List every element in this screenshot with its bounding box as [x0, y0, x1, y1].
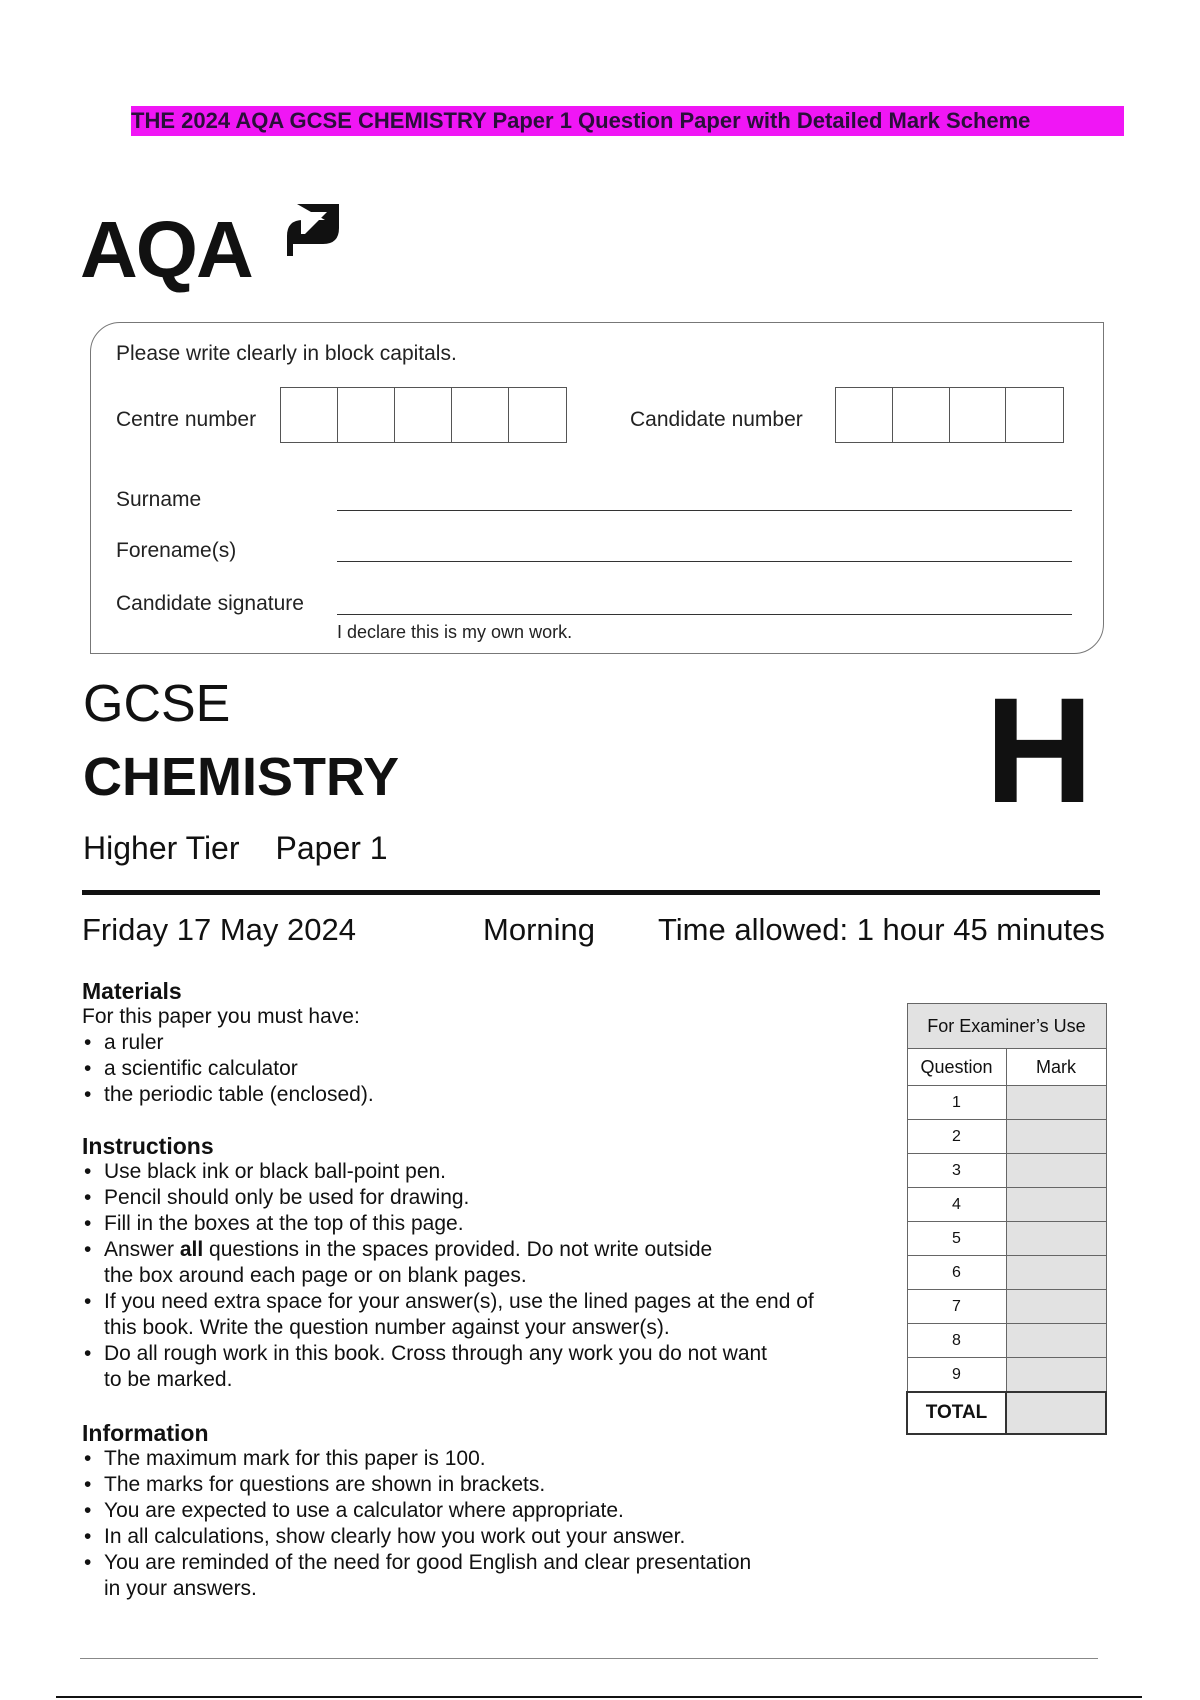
question-column-header: Question [907, 1049, 1006, 1086]
materials-intro: For this paper you must have: [82, 1005, 360, 1028]
centre-number-digit-box[interactable] [452, 388, 509, 442]
declaration-text: I declare this is my own work. [337, 622, 573, 642]
total-label: TOTAL [907, 1392, 1006, 1434]
forenames-label: Forename(s) [116, 539, 237, 562]
instructions-list [82, 1159, 902, 1393]
mark-cell [1006, 1358, 1106, 1393]
aqa-logo [80, 200, 345, 300]
time-allowed: Time allowed: 1 hour 45 minutes [658, 912, 1105, 947]
candidate-number-digit-box[interactable] [950, 388, 1007, 442]
list-item: • a scientific calculator [82, 1056, 882, 1082]
examiner-use-table [906, 1003, 1107, 1435]
total-row [907, 1392, 1106, 1434]
mark-cell [1006, 1188, 1106, 1222]
tier-paper-line [83, 832, 388, 864]
question-number: 7 [907, 1290, 1006, 1324]
tier-label: Higher Tier [83, 830, 240, 866]
title-banner: THE 2024 AQA GCSE CHEMISTRY Paper 1 Question Paper with Detailed Mark Scheme [131, 106, 1124, 136]
question-number: 2 [907, 1120, 1006, 1154]
mark-cell [1006, 1154, 1106, 1188]
list-item: • In all calculations, show clearly how you work out your answer. [82, 1524, 902, 1550]
block-capitals-instruction: Please write clearly in block capitals. [116, 342, 457, 365]
mark-cell [1006, 1222, 1106, 1256]
signature-label: Candidate signature [116, 592, 304, 615]
qualification-title: GCSE [83, 675, 231, 733]
mark-cell [1006, 1120, 1106, 1154]
table-row [907, 1256, 1106, 1290]
forenames-field[interactable] [337, 561, 1072, 562]
aqa-flag-icon [285, 200, 341, 258]
materials-title: Materials [82, 978, 182, 1004]
centre-number-boxes[interactable] [280, 387, 567, 443]
list-item: • Do all rough work in this book. Cross through any work you do not want to be marked. [82, 1341, 902, 1393]
information-title: Information [82, 1420, 209, 1446]
mark-cell [1006, 1324, 1106, 1358]
centre-number-digit-box[interactable] [509, 388, 566, 442]
question-number: 5 [907, 1222, 1006, 1256]
materials-list [82, 1030, 882, 1108]
question-number: 8 [907, 1324, 1006, 1358]
footer-rule [80, 1658, 1098, 1659]
table-row [907, 1120, 1106, 1154]
mark-cell [1006, 1290, 1106, 1324]
table-row [907, 1086, 1106, 1120]
aqa-logo-text: AQA [80, 205, 252, 294]
question-number: 4 [907, 1188, 1006, 1222]
candidate-number-digit-box[interactable] [893, 388, 950, 442]
list-item: • The maximum mark for this paper is 100. [82, 1446, 902, 1472]
exam-date: Friday 17 May 2024 [82, 912, 356, 947]
list-item: • Fill in the boxes at the top of this page. [82, 1211, 902, 1237]
candidate-number-digit-box[interactable] [1006, 388, 1063, 442]
table-row [907, 1222, 1106, 1256]
surname-label: Surname [116, 488, 202, 511]
centre-number-digit-box[interactable] [281, 388, 338, 442]
tier-letter: H [985, 666, 1094, 834]
total-mark-cell [1006, 1392, 1106, 1434]
surname-field[interactable] [337, 510, 1072, 511]
list-item: • the periodic table (enclosed). [82, 1082, 882, 1108]
signature-field[interactable] [337, 614, 1072, 615]
page-bottom-rule [56, 1696, 1142, 1698]
list-item: • Pencil should only be used for drawing. [82, 1185, 902, 1211]
question-number: 9 [907, 1358, 1006, 1393]
instructions-title: Instructions [82, 1133, 214, 1159]
heading-rule [82, 890, 1100, 895]
centre-number-digit-box[interactable] [338, 388, 395, 442]
table-row [907, 1358, 1106, 1393]
candidate-number-digit-box[interactable] [836, 388, 893, 442]
examiner-table-title: For Examiner’s Use [907, 1004, 1106, 1049]
centre-number-digit-box[interactable] [395, 388, 452, 442]
information-list [82, 1446, 902, 1602]
information-section [82, 1420, 902, 1602]
question-number: 1 [907, 1086, 1006, 1120]
list-item: • a ruler [82, 1030, 882, 1056]
table-row [907, 1290, 1106, 1324]
materials-section [82, 978, 882, 1108]
subject-title: CHEMISTRY [83, 747, 400, 807]
mark-column-header: Mark [1006, 1049, 1106, 1086]
mark-cell [1006, 1086, 1106, 1120]
list-item: • If you need extra space for your answer(s), use the lined pages at the end of this book. Write the question number against your answer(s). [82, 1289, 902, 1341]
centre-number-label: Centre number [116, 408, 257, 431]
mark-cell [1006, 1256, 1106, 1290]
list-item: • Use black ink or black ball-point pen. [82, 1159, 902, 1185]
question-number: 6 [907, 1256, 1006, 1290]
question-number: 3 [907, 1154, 1006, 1188]
exam-session: Morning [483, 912, 595, 947]
list-item: • The marks for questions are shown in brackets. [82, 1472, 902, 1498]
table-row [907, 1154, 1106, 1188]
table-row [907, 1188, 1106, 1222]
candidate-number-boxes[interactable] [835, 387, 1064, 443]
list-item: • Answer all questions in the spaces provided. Do not write outside the box around each page or on blank pages. [82, 1237, 902, 1289]
list-item: • You are reminded of the need for good English and clear presentation in your answers. [82, 1550, 902, 1602]
table-row [907, 1324, 1106, 1358]
candidate-number-label: Candidate number [630, 408, 803, 431]
instructions-section [82, 1133, 902, 1393]
paper-label: Paper 1 [275, 830, 388, 866]
list-item: • You are expected to use a calculator where appropriate. [82, 1498, 902, 1524]
